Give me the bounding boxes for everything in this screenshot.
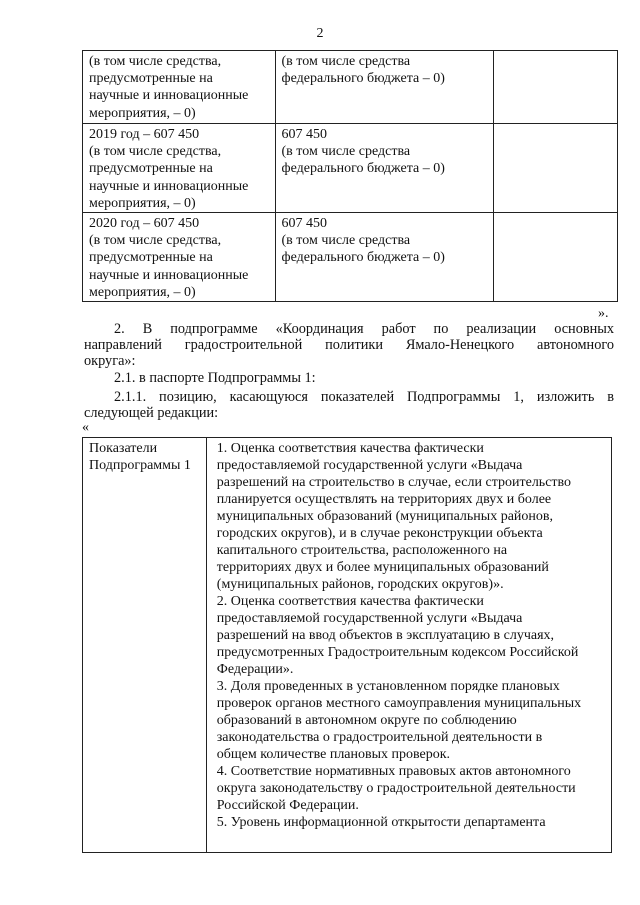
cell-line: федерального бюджета – 0) xyxy=(281,161,445,177)
table-cell xyxy=(494,213,618,302)
cell-line: мероприятия, – 0) xyxy=(89,195,196,211)
indicator-line: городских округов), и в случае реконструкции объекта xyxy=(216,526,543,541)
cell-line: (в том числе средства, xyxy=(89,54,222,69)
indicator-line: 1. Оценка соответствия качества фактически xyxy=(216,441,484,456)
indicator-line: территориях двух и более муниципальных образований xyxy=(216,560,549,575)
cell-line: (в том числе средства xyxy=(281,233,411,249)
indicator-item xyxy=(217,440,606,593)
table-row xyxy=(83,438,612,853)
indicator-line: предоставляемой государственной услуги «Выдача xyxy=(216,458,523,473)
indicator-item xyxy=(217,763,606,814)
page-number: 2 xyxy=(316,26,324,41)
cell-line: Показатели xyxy=(89,441,158,456)
table-cell xyxy=(494,124,618,213)
paragraph-item-2-1-1 xyxy=(84,389,614,421)
indicator-item xyxy=(217,593,606,678)
cell-line: 607 450 xyxy=(281,127,328,142)
cell-line: 2019 год – 607 450 xyxy=(89,127,200,142)
cell-line: научные и инновационные xyxy=(89,178,249,194)
indicator-line: проверок органов местного самоуправления муниципальных xyxy=(216,696,582,711)
paragraph-line: округа»: xyxy=(84,353,136,369)
cell-line: предусмотренные на xyxy=(89,250,213,266)
indicator-line: предусмотренных Градостроительным кодексом Российской xyxy=(216,645,579,660)
cell-line: мероприятия, – 0) xyxy=(89,284,196,300)
cell-line: мероприятия, – 0) xyxy=(89,105,196,121)
table-cell xyxy=(275,124,494,213)
table-cell xyxy=(83,213,276,302)
indicator-line: (муниципальных районов, городских округов)». xyxy=(216,577,504,592)
indicator-line: 4. Соответствие нормативных правовых актов автономного xyxy=(216,764,571,779)
indicators-table xyxy=(82,437,612,853)
cell-line: федерального бюджета – 0) xyxy=(281,250,445,266)
cell-line: 2020 год – 607 450 xyxy=(89,216,200,232)
indicator-line: законодательства о градостроительной деятельности в xyxy=(216,730,543,745)
paragraph-line: 2. В подпрограмме «Координация работ по реализации основных xyxy=(114,321,614,337)
indicator-line: 5. Уровень информационной открытости департамента xyxy=(216,815,546,830)
paragraph-line: направлений градостроительной политики Ямало-Ненецкого автономного xyxy=(84,337,614,353)
indicator-line: капитального строительства, расположенного на xyxy=(216,543,508,558)
table-cell xyxy=(275,213,494,302)
indicator-line: разрешений на ввод объектов в эксплуатацию в случаях, xyxy=(216,628,555,643)
cell-line: (в том числе средства xyxy=(281,144,411,160)
indicator-line: округа законодательству о градостроительной деятельности xyxy=(216,781,576,796)
funding-table xyxy=(82,50,618,302)
cell-line: научные и инновационные xyxy=(89,88,249,104)
indicator-line: 2. Оценка соответствия качества фактически xyxy=(216,594,484,609)
indicator-line: Федерации». xyxy=(216,662,294,677)
cell-line: (в том числе средства, xyxy=(89,233,222,249)
table-cell xyxy=(83,51,276,124)
table-row xyxy=(83,51,618,124)
paragraph-line: 2.1.1. позицию, касающуюся показателей Подпрограммы 1, изложить в xyxy=(114,389,614,405)
indicators-content-cell xyxy=(206,438,611,853)
cell-line: научные и инновационные xyxy=(89,267,249,283)
cell-line: федерального бюджета – 0) xyxy=(281,71,445,87)
table-cell xyxy=(275,51,494,124)
indicator-line: Российской Федерации. xyxy=(216,798,359,813)
table-cell xyxy=(83,124,276,213)
opening-quote: « xyxy=(82,420,89,435)
indicators-label-cell xyxy=(83,438,207,853)
indicator-line: общем количестве плановых проверок. xyxy=(216,747,451,762)
cell-line: предусмотренные на xyxy=(89,161,213,177)
cell-line: (в том числе средства, xyxy=(89,144,222,160)
indicator-line: образований в автономном округе по соблюдению xyxy=(216,713,517,728)
closing-quote: ». xyxy=(598,306,609,321)
cell-line: предусмотренные на xyxy=(89,71,213,87)
paragraph-item-2-1: 2.1. в паспорте Подпрограммы 1: xyxy=(114,370,316,386)
paragraph-line: следующей редакции: xyxy=(84,405,219,421)
cell-line: 607 450 xyxy=(281,216,328,232)
table-row xyxy=(83,213,618,302)
indicator-item xyxy=(217,814,606,831)
table-row xyxy=(83,124,618,213)
indicator-line: предоставляемой государственной услуги «Выдача xyxy=(216,611,523,626)
cell-line: (в том числе средства xyxy=(281,54,411,69)
indicator-line: разрешений на строительство в случае, если строительство xyxy=(216,475,572,490)
paragraph-item-2 xyxy=(84,321,614,369)
table-cell xyxy=(494,51,618,124)
indicator-line: муниципальных образований (муниципальных районов, xyxy=(216,509,554,524)
indicator-line: планируется осуществлять на территориях двух и более xyxy=(216,492,552,507)
indicator-line: 3. Доля проведенных в установленном порядке плановых xyxy=(216,679,560,694)
cell-line: Подпрограммы 1 xyxy=(89,458,191,473)
indicator-item xyxy=(217,678,606,763)
